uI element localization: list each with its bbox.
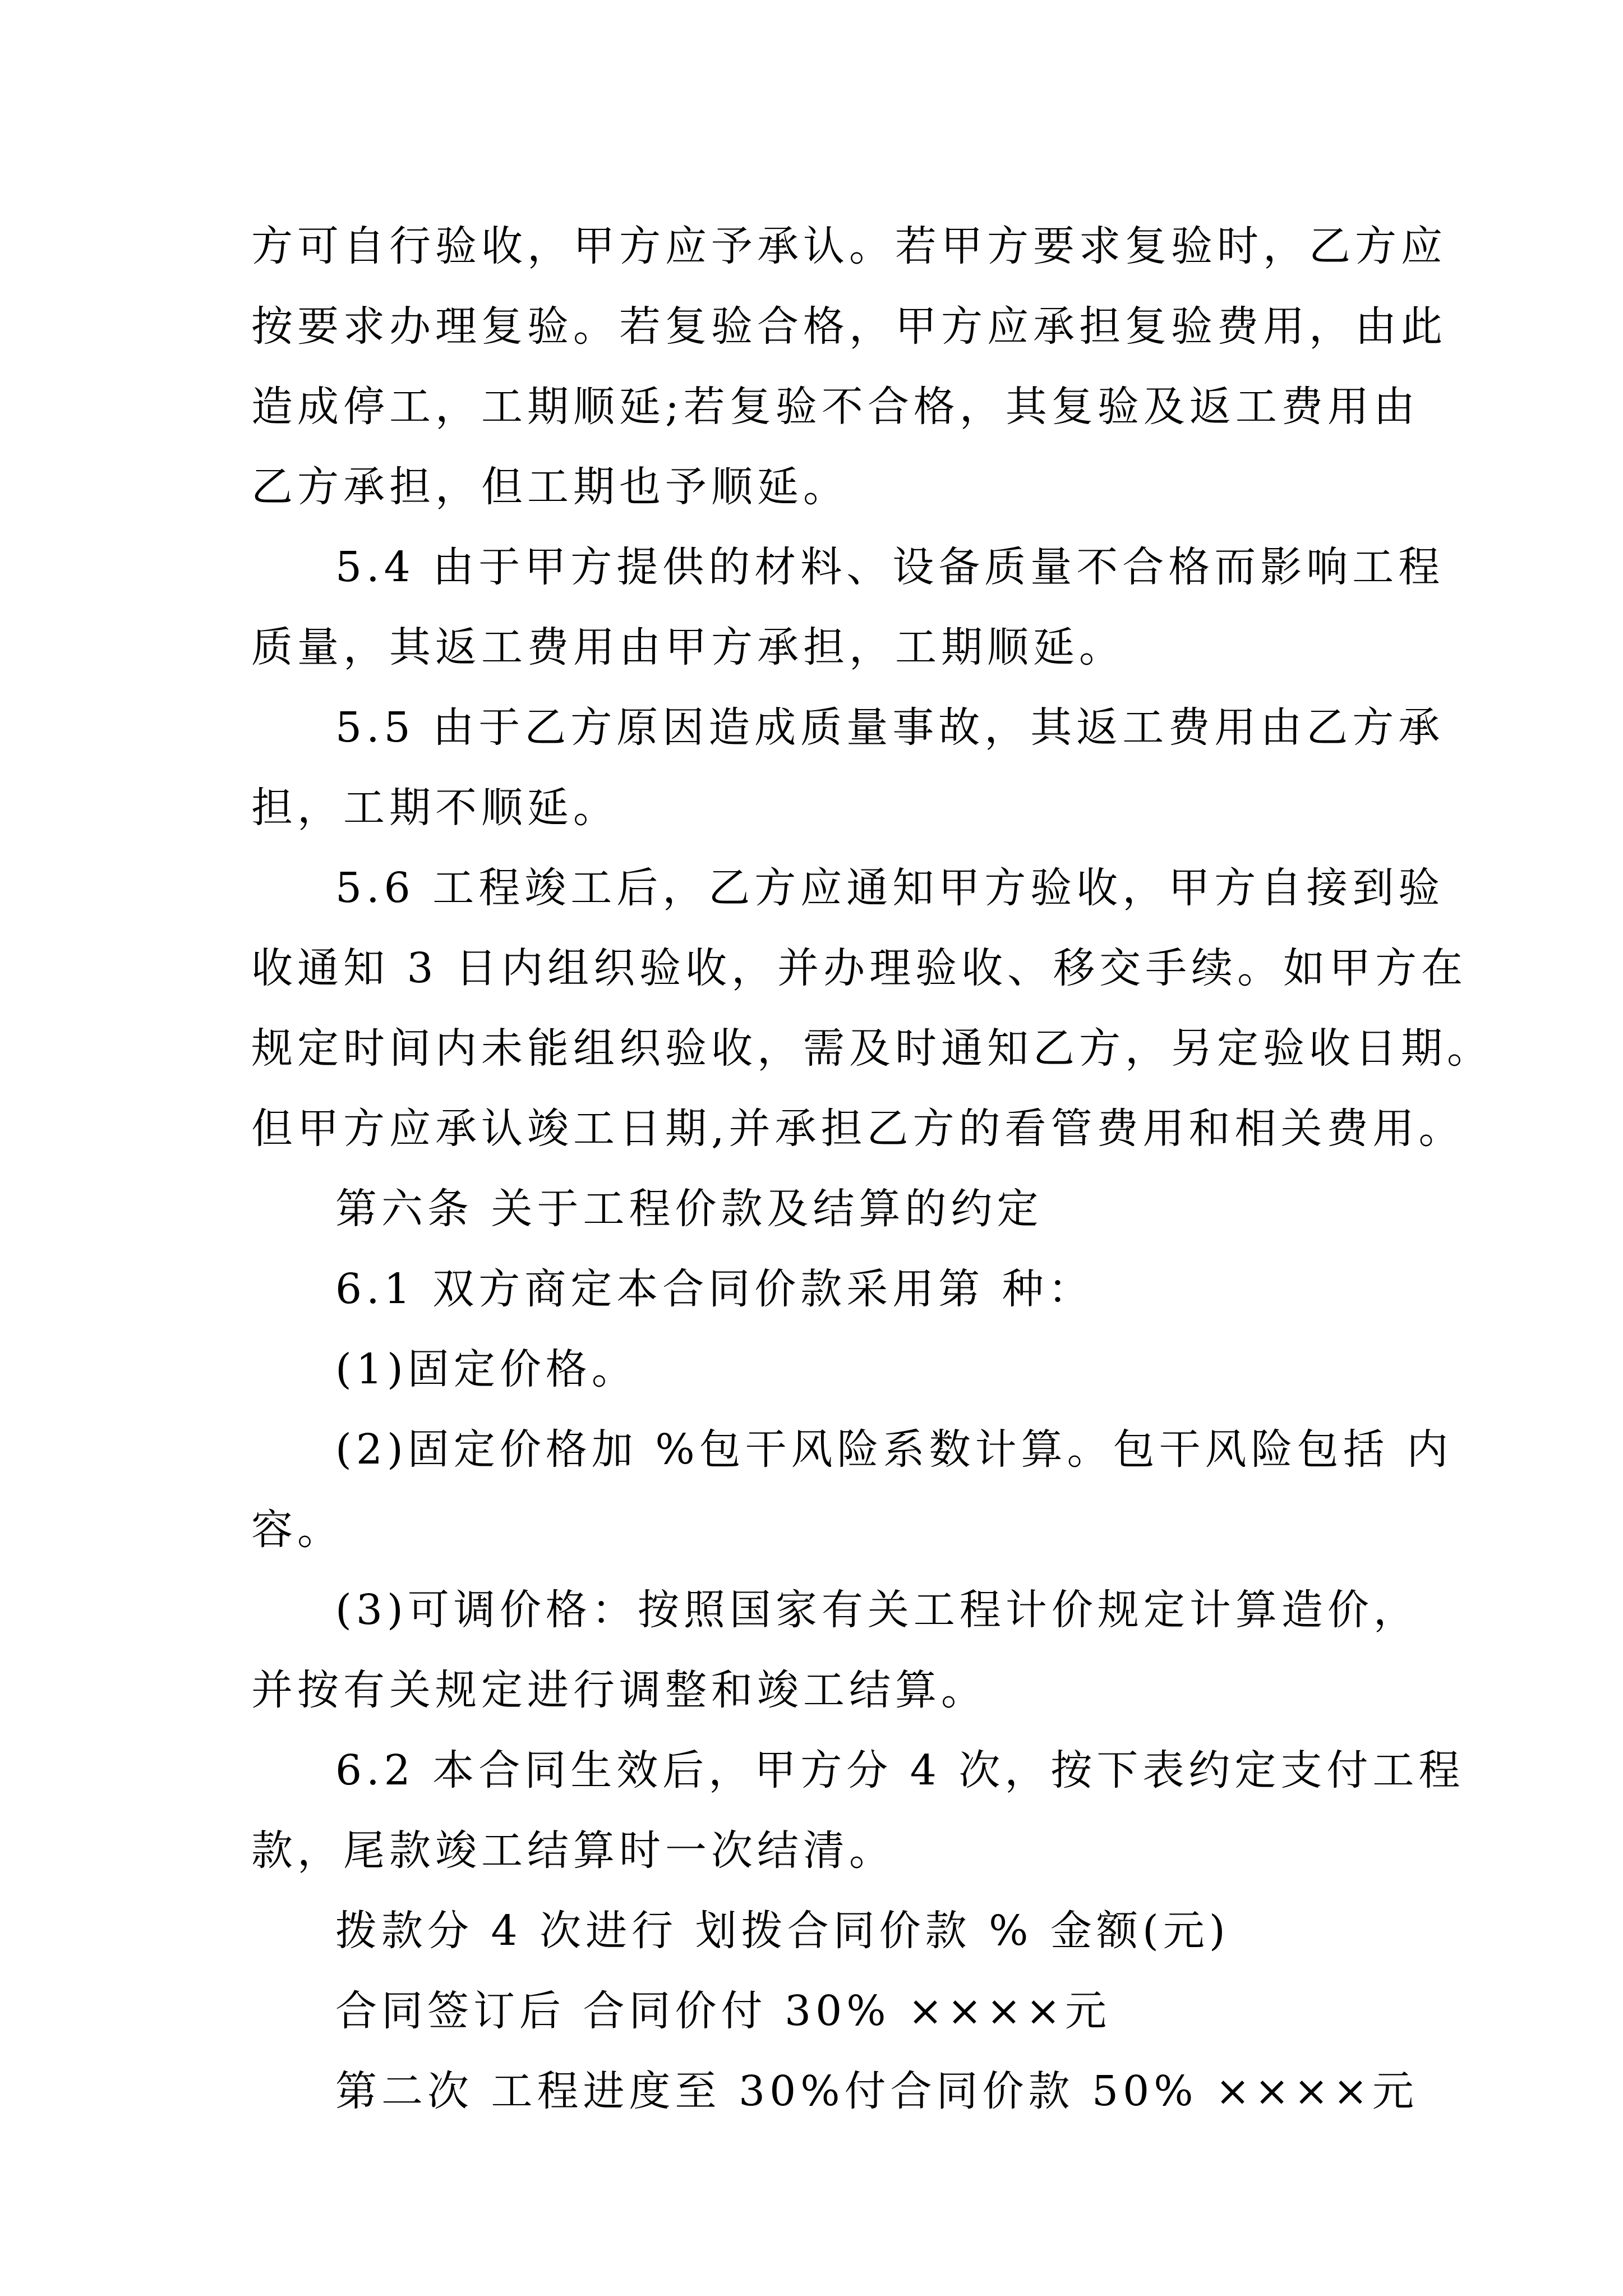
text-line: 方可自行验收，甲方应予承认。若甲方要求复验时，乙方应 <box>251 222 1447 270</box>
paragraph-clause-5-6 <box>251 848 1493 1169</box>
text-line: 容。 <box>251 1506 343 1554</box>
document-body <box>251 206 1493 2132</box>
text-line: 造成停工，工期顺延;若复验不合格，其复验及返工费用由 <box>251 383 1419 431</box>
text-line: 合同签订后 合同价付 30% ××××元 <box>335 1987 1112 2035</box>
paragraph-clause-6-1 <box>251 1249 1390 1329</box>
paragraph-clause-5-4 <box>251 527 1445 688</box>
text-line: 收通知 3 日内组织验收，并办理验收、移交手续。如甲方在 <box>251 944 1468 992</box>
text-line: 按要求办理复验。若复验合格，甲方应承担复验费用，由此 <box>251 302 1447 351</box>
text-line: 5.6 工程竣工后，乙方应通知甲方验收，甲方自接到验 <box>335 864 1445 912</box>
paragraph-clause-5-5 <box>251 688 1445 848</box>
paragraph-acceptance-continued <box>251 206 1447 527</box>
text-line: (2)固定价格加 %包干风险系数计算。包干风险包括 内 <box>335 1425 1453 1474</box>
list-item-option-3 <box>251 1570 1419 1731</box>
text-line: 6.1 双方商定本合同价款采用第 种： <box>335 1265 1094 1313</box>
text-line: 乙方承担，但工期也予顺延。 <box>251 463 849 511</box>
list-item-option-1 <box>251 1329 1390 1410</box>
payment-schedule-row <box>251 2051 1419 2132</box>
text-line: 款，尾款竣工结算时一次结清。 <box>251 1826 895 1875</box>
text-line: 5.5 由于乙方原因造成质量事故，其返工费用由乙方承 <box>335 703 1445 752</box>
text-line: 规定时间内未能组织验收，需及时通知乙方，另定验收日期。 <box>251 1024 1493 1073</box>
text-line: (1)固定价格。 <box>335 1345 638 1393</box>
payment-schedule-row <box>251 1971 1390 2051</box>
text-line: 但甲方应承认竣工日期,并承担乙方的看管费用和相关费用。 <box>251 1105 1465 1153</box>
section-heading-article-6 <box>251 1169 1390 1249</box>
paragraph-clause-6-2 <box>251 1731 1465 1891</box>
text-line: 质量，其返工费用由甲方承担，工期顺延。 <box>251 623 1125 671</box>
text-line: 担，工期不顺延。 <box>251 784 619 832</box>
text-line: 6.2 本合同生效后，甲方分 4 次，按下表约定支付工程 <box>335 1746 1465 1795</box>
text-line: 拨款分 4 次进行 划拨合同价款 % 金额(元) <box>335 1907 1230 1955</box>
text-line: (3)可调价格：按照国家有关工程计价规定计算造价， <box>335 1586 1419 1634</box>
text-line: 第二次 工程进度至 30%付合同价款 50% ××××元 <box>335 2067 1419 2115</box>
text-line: 第六条 关于工程价款及结算的约定 <box>335 1185 1043 1233</box>
payment-schedule-header <box>251 1891 1390 1971</box>
text-line: 5.4 由于甲方提供的材料、设备质量不合格而影响工程 <box>335 543 1445 591</box>
text-line: 并按有关规定进行调整和竣工结算。 <box>251 1666 987 1714</box>
list-item-option-2 <box>251 1410 1453 1570</box>
